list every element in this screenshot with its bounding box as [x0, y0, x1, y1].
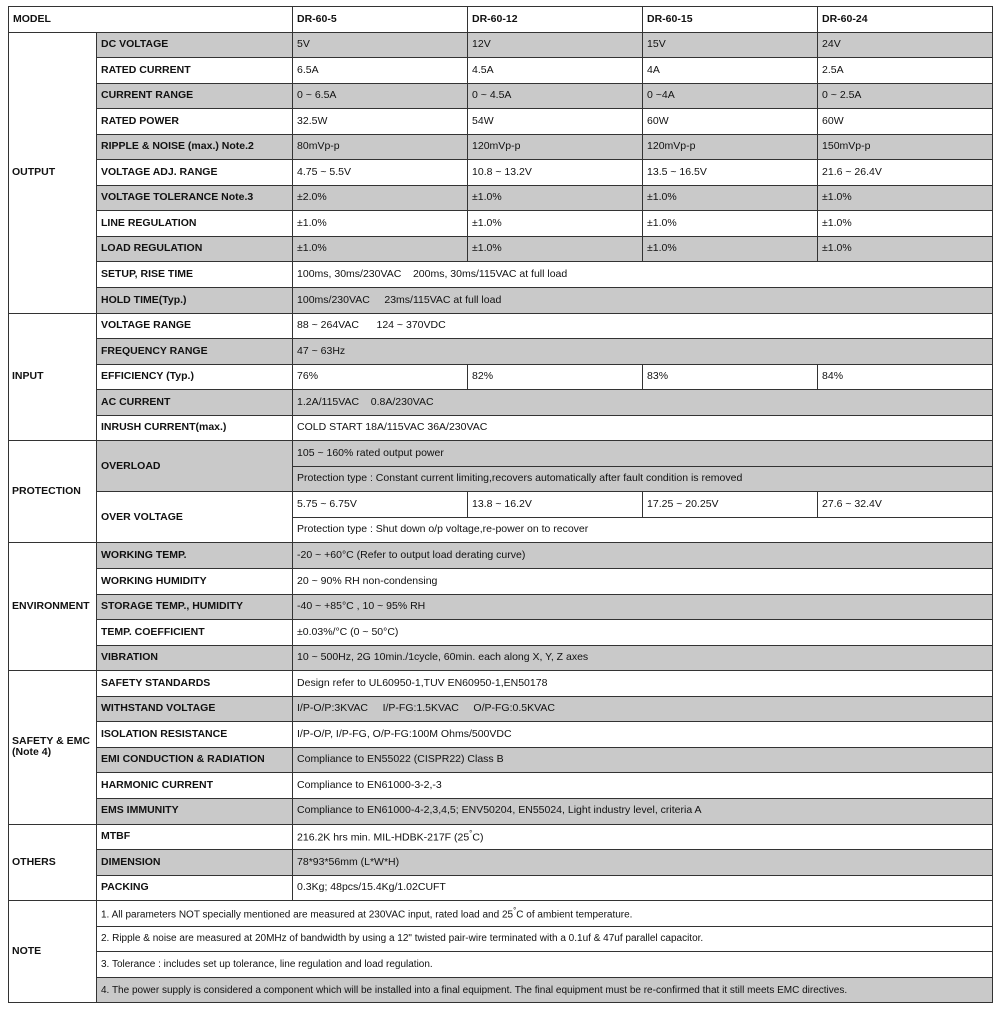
param-value: Protection type : Constant current limiting,recovers automatically after fault condition is removed — [293, 466, 993, 492]
param-label: HOLD TIME(Typ.) — [97, 288, 293, 314]
header-row — [9, 7, 993, 33]
param-value: 120mVp-p — [468, 134, 643, 160]
param-value — [293, 824, 993, 850]
param-value: Compliance to EN55022 (CISPR22) Class B — [293, 747, 993, 773]
group-label-safety-line2: (Note 4) — [12, 746, 52, 759]
param-value: ±1.0% — [293, 211, 468, 237]
param-value: 100ms/230VAC 23ms/115VAC at full load — [293, 288, 993, 314]
group-label-note: NOTE — [9, 901, 97, 1003]
param-label: RATED POWER — [97, 109, 293, 135]
param-label: ISOLATION RESISTANCE — [97, 722, 293, 748]
param-value: -40 ~ +85°C , 10 ~ 95% RH — [293, 594, 993, 620]
note-2: 2. Ripple & noise are measured at 20MHz of bandwidth by using a 12" twisted pair-wire terminated with a 0.1uf & 47uf parallel capacitor. — [97, 926, 993, 952]
param-value: 60W — [818, 109, 993, 135]
param-label: AC CURRENT — [97, 390, 293, 416]
param-value: ±1.0% — [643, 211, 818, 237]
degree-sign: ° — [513, 905, 517, 915]
param-value: 0.3Kg; 48pcs/15.4Kg/1.02CUFT — [293, 875, 993, 901]
spec-row — [9, 339, 993, 365]
spec-row — [9, 236, 993, 262]
spec-row — [9, 390, 993, 416]
param-value: ±1.0% — [468, 185, 643, 211]
spec-row — [9, 798, 993, 824]
param-value: 32.5W — [293, 109, 468, 135]
param-value: 84% — [818, 364, 993, 390]
param-value: 10.8 ~ 13.2V — [468, 160, 643, 186]
param-value: ±1.0% — [818, 185, 993, 211]
param-value: 5V — [293, 32, 468, 58]
note-3: 3. Tolerance : includes set up tolerance, line regulation and load regulation. — [97, 952, 993, 978]
model-label: MODEL — [9, 7, 293, 33]
param-value: 120mVp-p — [643, 134, 818, 160]
note-row — [9, 952, 993, 978]
model-name: DR-60-24 — [818, 7, 993, 33]
param-value: 10 ~ 500Hz, 2G 10min./1cycle, 60min. each along X, Y, Z axes — [293, 645, 993, 671]
param-value: 100ms, 30ms/230VAC 200ms, 30ms/115VAC at full load — [293, 262, 993, 288]
param-value: ±1.0% — [468, 211, 643, 237]
param-label: RATED CURRENT — [97, 58, 293, 84]
param-value: Compliance to EN61000-4-2,3,4,5; ENV50204, EN55024, Light industry level, criteria A — [293, 798, 993, 824]
param-value: 15V — [643, 32, 818, 58]
param-value: ±1.0% — [468, 236, 643, 262]
param-label: VOLTAGE ADJ. RANGE — [97, 160, 293, 186]
param-value: 17.25 ~ 20.25V — [643, 492, 818, 518]
param-label: INRUSH CURRENT(max.) — [97, 415, 293, 441]
spec-table — [8, 6, 993, 1003]
param-value: 4.75 ~ 5.5V — [293, 160, 468, 186]
note-text — [97, 901, 993, 927]
group-label-protection: PROTECTION — [9, 441, 97, 543]
spec-row — [9, 134, 993, 160]
param-value: 24V — [818, 32, 993, 58]
param-value: 47 ~ 63Hz — [293, 339, 993, 365]
spec-row — [9, 824, 993, 850]
param-value: 13.5 ~ 16.5V — [643, 160, 818, 186]
param-value: 0 ~ 6.5A — [293, 83, 468, 109]
spec-row — [9, 32, 993, 58]
param-label: OVER VOLTAGE — [97, 492, 293, 543]
param-value: 76% — [293, 364, 468, 390]
param-value: 27.6 ~ 32.4V — [818, 492, 993, 518]
param-value: ±0.03%/°C (0 ~ 50°C) — [293, 620, 993, 646]
note-4: 4. The power supply is considered a component which will be installed into a final equipment. The final equipment must be re-confirmed that it still meets EMC directives. — [97, 977, 993, 1003]
param-value: I/P-O/P, I/P-FG, O/P-FG:100M Ohms/500VDC — [293, 722, 993, 748]
param-label: HARMONIC CURRENT — [97, 773, 293, 799]
spec-row — [9, 58, 993, 84]
param-value: Design refer to UL60950-1,TUV EN60950-1,EN50178 — [293, 671, 993, 697]
spec-row — [9, 594, 993, 620]
spec-row — [9, 83, 993, 109]
spec-row — [9, 543, 993, 569]
param-value: 20 ~ 90% RH non-condensing — [293, 569, 993, 595]
spec-row — [9, 211, 993, 237]
param-value: 83% — [643, 364, 818, 390]
spec-row — [9, 415, 993, 441]
param-value: 150mVp-p — [818, 134, 993, 160]
param-label: WORKING HUMIDITY — [97, 569, 293, 595]
param-value: 88 ~ 264VAC 124 ~ 370VDC — [293, 313, 993, 339]
note-row — [9, 977, 993, 1003]
spec-row — [9, 569, 993, 595]
param-label: CURRENT RANGE — [97, 83, 293, 109]
note-1: 1. All parameters NOT specially mentioned are measured at 230VAC input, rated load and 25 — [101, 909, 514, 921]
param-value: 5.75 ~ 6.75V — [293, 492, 468, 518]
param-label: DIMENSION — [97, 850, 293, 876]
param-value: I/P-O/P:3KVAC I/P-FG:1.5KVAC O/P-FG:0.5KVAC — [293, 696, 993, 722]
param-value: 60W — [643, 109, 818, 135]
note-row — [9, 901, 993, 927]
note-1-end: C of ambient temperature. — [516, 909, 633, 921]
spec-row — [9, 773, 993, 799]
spec-row — [9, 671, 993, 697]
note-row — [9, 926, 993, 952]
param-label: WITHSTAND VOLTAGE — [97, 696, 293, 722]
param-value: COLD START 18A/115VAC 36A/230VAC — [293, 415, 993, 441]
param-label: VOLTAGE RANGE — [97, 313, 293, 339]
param-value: Compliance to EN61000-3-2,-3 — [293, 773, 993, 799]
spec-row — [9, 875, 993, 901]
param-label: MTBF — [97, 824, 293, 850]
spec-row — [9, 288, 993, 314]
param-value: 54W — [468, 109, 643, 135]
param-value: 0 ~4A — [643, 83, 818, 109]
param-label: EMS IMMUNITY — [97, 798, 293, 824]
param-label: SAFETY STANDARDS — [97, 671, 293, 697]
param-value: 21.6 ~ 26.4V — [818, 160, 993, 186]
param-value: ±1.0% — [818, 236, 993, 262]
param-value: ±1.0% — [818, 211, 993, 237]
spec-row — [9, 441, 993, 467]
param-value: ±1.0% — [293, 236, 468, 262]
spec-row — [9, 185, 993, 211]
model-name: DR-60-5 — [293, 7, 468, 33]
param-label: PACKING — [97, 875, 293, 901]
param-value: 4A — [643, 58, 818, 84]
param-value: ±2.0% — [293, 185, 468, 211]
param-value: ±1.0% — [643, 236, 818, 262]
param-label: WORKING TEMP. — [97, 543, 293, 569]
param-value: 105 ~ 160% rated output power — [293, 441, 993, 467]
param-label: TEMP. COEFFICIENT — [97, 620, 293, 646]
spec-row — [9, 620, 993, 646]
param-value: 78*93*56mm (L*W*H) — [293, 850, 993, 876]
group-label-others: OTHERS — [9, 824, 97, 901]
param-value: 13.8 ~ 16.2V — [468, 492, 643, 518]
param-value: Protection type : Shut down o/p voltage,re-power on to recover — [293, 517, 993, 543]
param-label: SETUP, RISE TIME — [97, 262, 293, 288]
model-name: DR-60-15 — [643, 7, 818, 33]
param-value: 0 ~ 2.5A — [818, 83, 993, 109]
param-value: ±1.0% — [643, 185, 818, 211]
param-label: LINE REGULATION — [97, 211, 293, 237]
param-value: 12V — [468, 32, 643, 58]
param-value: 80mVp-p — [293, 134, 468, 160]
spec-row — [9, 364, 993, 390]
spec-row — [9, 850, 993, 876]
spec-row — [9, 262, 993, 288]
param-label: VIBRATION — [97, 645, 293, 671]
param-label: RIPPLE & NOISE (max.) Note.2 — [97, 134, 293, 160]
param-label: LOAD REGULATION — [97, 236, 293, 262]
spec-row — [9, 747, 993, 773]
mtbf-suffix: C) — [472, 831, 484, 844]
mtbf-text: 216.2K hrs min. MIL-HDBK-217F (25 — [297, 831, 470, 844]
group-label-safety — [9, 671, 97, 824]
spec-row — [9, 696, 993, 722]
param-value: 1.2A/115VAC 0.8A/230VAC — [293, 390, 993, 416]
group-label-input: INPUT — [9, 313, 97, 441]
param-label: STORAGE TEMP., HUMIDITY — [97, 594, 293, 620]
param-label: EFFICIENCY (Typ.) — [97, 364, 293, 390]
param-value: 82% — [468, 364, 643, 390]
param-label: VOLTAGE TOLERANCE Note.3 — [97, 185, 293, 211]
model-name: DR-60-12 — [468, 7, 643, 33]
spec-row — [9, 722, 993, 748]
spec-row — [9, 109, 993, 135]
param-value: 0 ~ 4.5A — [468, 83, 643, 109]
param-value: 4.5A — [468, 58, 643, 84]
param-value: 2.5A — [818, 58, 993, 84]
param-label: DC VOLTAGE — [97, 32, 293, 58]
spec-row — [9, 160, 993, 186]
param-value: 6.5A — [293, 58, 468, 84]
degree-sign: ° — [469, 828, 473, 838]
spec-row — [9, 313, 993, 339]
param-label: FREQUENCY RANGE — [97, 339, 293, 365]
param-label: OVERLOAD — [97, 441, 293, 492]
param-label: EMI CONDUCTION & RADIATION — [97, 747, 293, 773]
spec-row — [9, 645, 993, 671]
group-label-safety-line1: SAFETY & EMC — [12, 734, 90, 747]
group-label-environment: ENVIRONMENT — [9, 543, 97, 671]
param-value: -20 ~ +60°C (Refer to output load derating curve) — [293, 543, 993, 569]
spec-row — [9, 492, 993, 518]
group-label-output: OUTPUT — [9, 32, 97, 313]
